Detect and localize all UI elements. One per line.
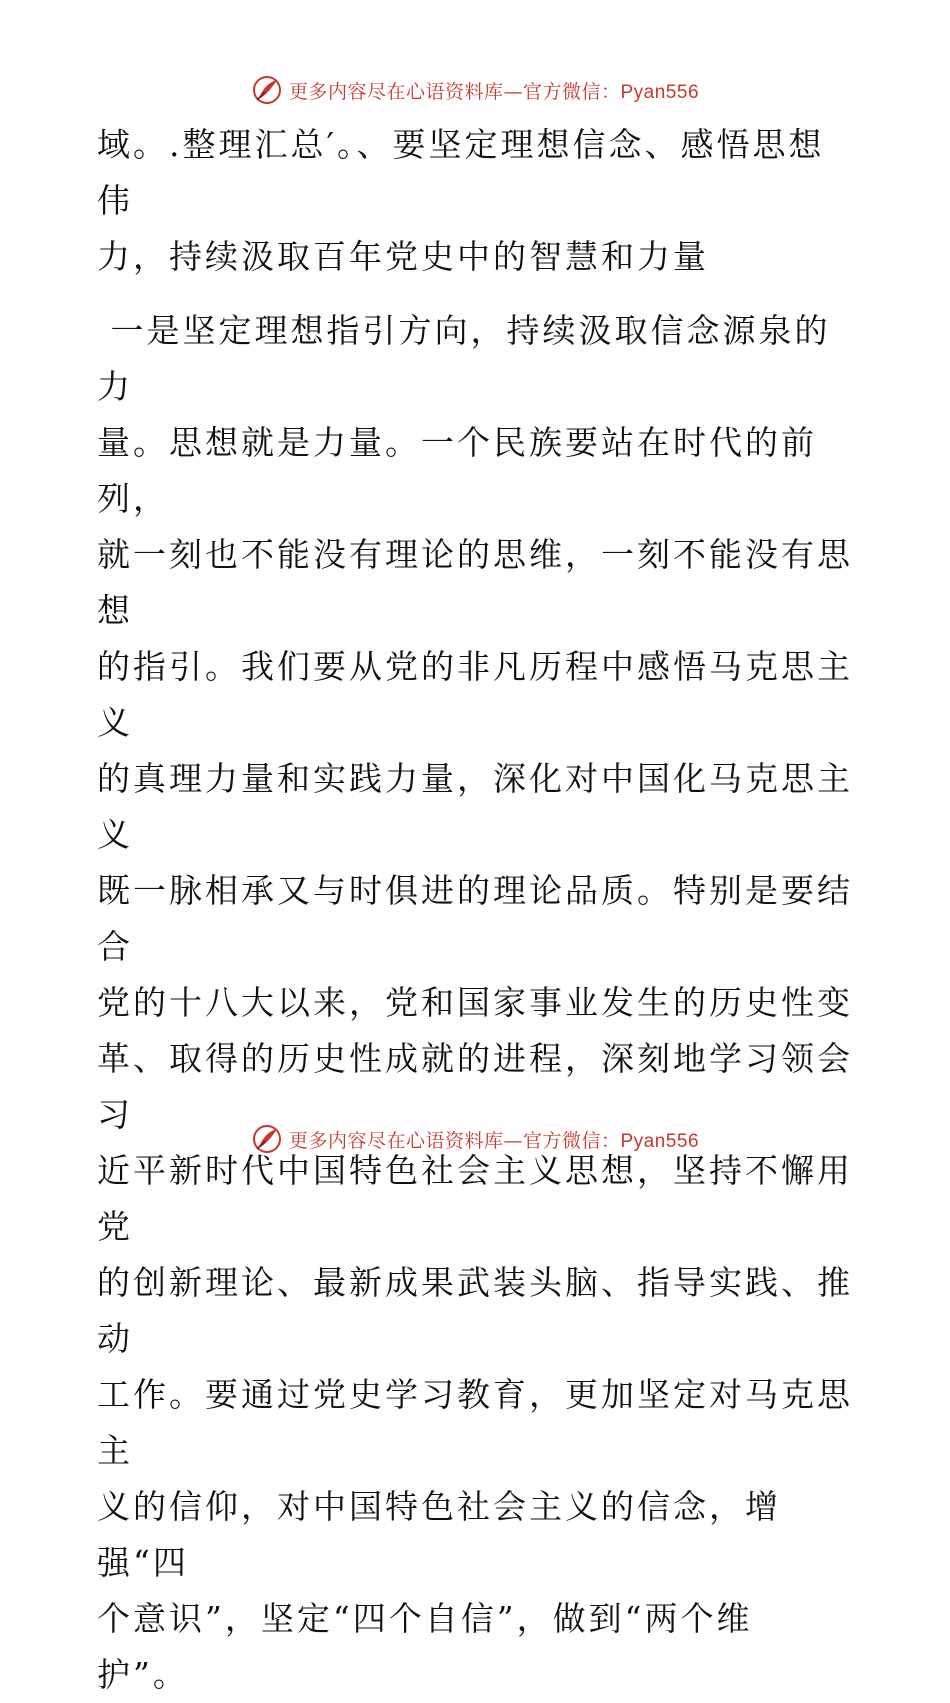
paragraph-1-line: 域。.整理汇总′。、要坚定理想信念、感悟思想伟 xyxy=(97,125,825,220)
paragraph-2-line: 就一刻也不能没有理论的思维，一刻不能没有思想 xyxy=(97,535,853,630)
paragraph-2-line: 的指引。我们要从党的非凡历程中感悟马克思主义 xyxy=(97,647,853,742)
paragraph-2-line: 义的信仰，对中国特色社会主义的信念，增强“四 xyxy=(97,1487,781,1582)
feather-quill-logo-icon xyxy=(251,74,283,106)
paragraph-2-line: 一是坚定理想指引方向，持续汲取信念源泉的力 xyxy=(97,311,831,406)
paragraph-2-line: 护”。 xyxy=(97,1655,189,1694)
paragraph-2-line: 既一脉相承又与时俱进的理论品质。特别是要结合 xyxy=(97,871,853,966)
feather-quill-logo-icon xyxy=(251,1123,283,1155)
header-watermark-text: 更多内容尽在心语资料库—官方微信：Pyan556 xyxy=(288,80,700,103)
paragraph-2-line: 近平新时代中国特色社会主义思想，坚持不懈用党 xyxy=(97,1151,853,1246)
paragraph-2-line: 个意识”，坚定“四个自信”，做到“两个维 xyxy=(97,1599,753,1638)
paragraph-1 xyxy=(97,117,857,285)
paragraph-2-line: 党的十八大以来，党和国家事业发生的历史性变 xyxy=(97,983,853,1022)
paragraph-2-line: 的真理力量和实践力量，深化对中国化马克思主义 xyxy=(97,759,853,854)
footer-watermark-banner xyxy=(0,1119,950,1159)
paragraph-2-line: 革、取得的历史性成就的进程，深刻地学习领会习 xyxy=(97,1039,853,1134)
paragraph-2-line: 工作。要通过党史学习教育，更加坚定对马克思主 xyxy=(97,1375,853,1470)
document-body xyxy=(97,117,857,1703)
paragraph-2 xyxy=(97,303,857,1703)
paragraph-2-line: 的创新理论、最新成果武装头脑、指导实践、推动 xyxy=(97,1263,853,1358)
footer-watermark-text: 更多内容尽在心语资料库—官方微信：Pyan556 xyxy=(288,1129,700,1152)
paragraph-2-line: 量。思想就是力量。一个民族要站在时代的前列， xyxy=(97,423,817,518)
paragraph-1-line: 力，持续汲取百年党史中的智慧和力量 xyxy=(97,237,709,276)
header-watermark-banner xyxy=(0,70,950,110)
